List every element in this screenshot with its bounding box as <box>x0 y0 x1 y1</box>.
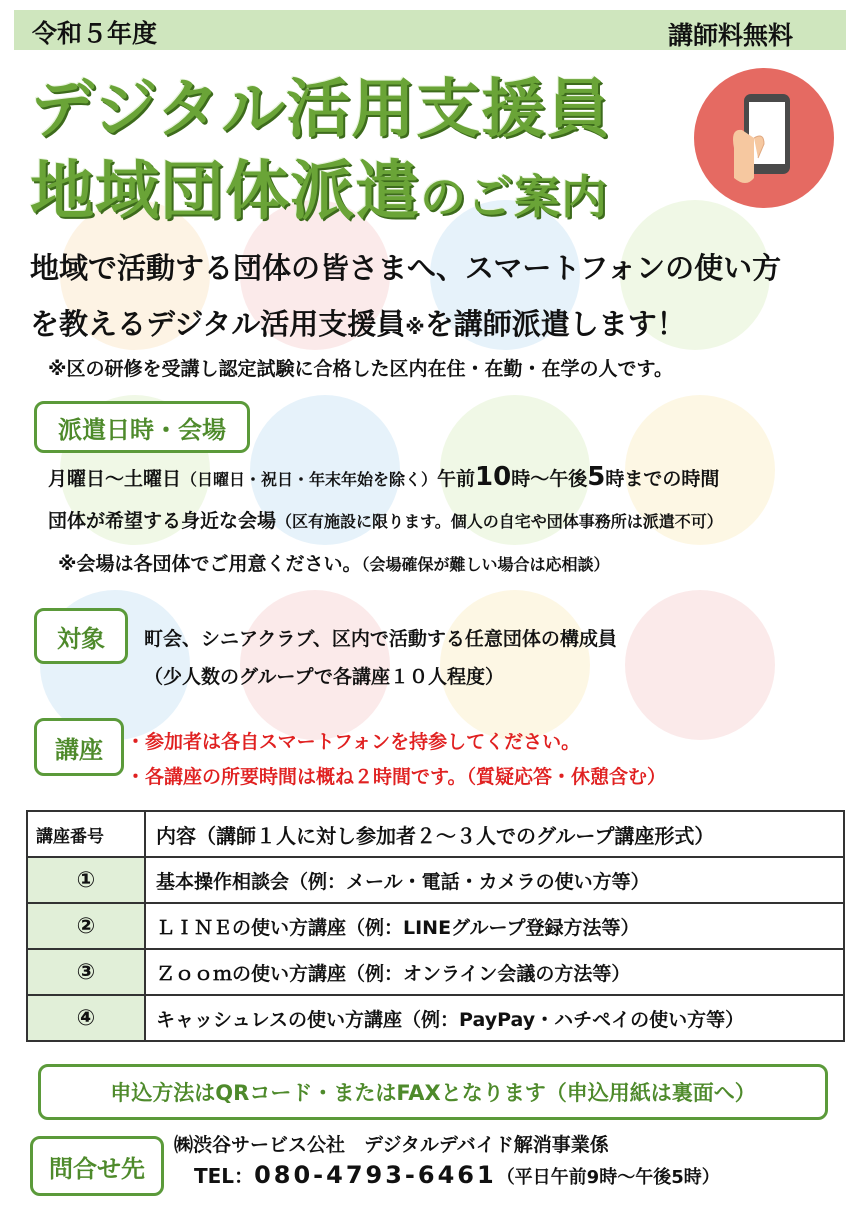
application-method-box: 申込方法はQRコード・またはFAXとなります（申込用紙は裏面へ） <box>38 1064 828 1120</box>
schedule-days: 月曜日～土曜日 <box>48 468 182 490</box>
schedule-am: 午前 <box>437 468 476 490</box>
venue-note-main: ※会場は各団体でご用意ください。 <box>58 553 362 575</box>
table-row <box>27 949 844 995</box>
schedule-end: 5 <box>587 462 606 492</box>
fiscal-year: 令和５年度 <box>32 19 158 48</box>
contact-phone <box>194 1160 720 1189</box>
table-row <box>27 857 844 903</box>
section-label-venue: 派遣日時・会場 <box>34 401 250 453</box>
table-header-content: 内容（講師１人に対し参加者２～３人でのグループ講座形式） <box>145 811 844 857</box>
lead-line-2 <box>30 302 686 343</box>
supporter-note: ※区の研修を受講し認定試験に合格した区内在住・在勤・在学の人です。 <box>48 358 673 380</box>
schedule-start: 10 <box>475 462 512 492</box>
lead-line-2-main: を教えるデジタル活用支援員 <box>30 307 406 341</box>
table-header-row <box>27 811 844 857</box>
venue-place-note: （区有施設に限ります。個人の自宅や団体事務所は派遣不可） <box>276 512 723 531</box>
venue-note <box>58 549 610 576</box>
section-label-course: 講座 <box>34 718 124 776</box>
schedule-text <box>48 462 719 492</box>
venue-note-sub: （会場確保が難しい場合は応相談） <box>361 555 610 574</box>
fee-free-badge: 講師料無料 <box>668 21 794 50</box>
title-line-2-main: 地域団体派遣 <box>30 155 420 229</box>
contact-tel-label: TEL： <box>194 1164 255 1188</box>
lead-line-2-end: を講師派遣します！ <box>424 307 686 341</box>
course-number: ① <box>27 857 145 903</box>
venue-place: 団体が希望する身近な会場 <box>48 510 277 532</box>
background-circle <box>625 590 775 740</box>
course-number: ② <box>27 903 145 949</box>
contact-hours: （平日午前9時～午後5時） <box>496 1167 720 1188</box>
section-label-contact: 問合せ先 <box>30 1136 164 1196</box>
table-row <box>27 903 844 949</box>
title-line-2 <box>30 140 608 232</box>
course-content: キャッシュレスの使い方講座（例：PayPay・ハチペイの使い方等） <box>145 995 844 1041</box>
course-content: 基本操作相談会（例：メール・電話・カメラの使い方等） <box>145 857 844 903</box>
section-label-target: 対象 <box>34 608 128 664</box>
lead-line-1: 地域で活動する団体の皆さまへ、スマートフォンの使い方 <box>30 251 782 285</box>
contact-tel-number: 080-4793-6461 <box>254 1161 497 1189</box>
smartphone-hand-icon <box>694 68 834 208</box>
title-line-2-sub: のご案内 <box>420 170 608 224</box>
target-line-2: （少人数のグループで各講座１０人程度） <box>144 666 505 688</box>
course-note-1: ・参加者は各自スマートフォンを持参してください。 <box>126 731 581 753</box>
venue-text <box>48 506 723 533</box>
course-number: ③ <box>27 949 145 995</box>
course-number: ④ <box>27 995 145 1041</box>
schedule-mid: 時～午後 <box>511 468 588 490</box>
course-table <box>26 810 845 1042</box>
course-note-2: ・各講座の所要時間は概ね２時間です。（質疑応答・休憩含む） <box>126 766 666 788</box>
target-line-1: 町会、シニアクラブ、区内で活動する任意団体の構成員 <box>144 628 617 650</box>
course-content: ＬＩＮＥの使い方講座（例：LINEグループ登録方法等） <box>145 903 844 949</box>
lead-mark: ※ <box>405 315 425 339</box>
title-line-1: デジタル活用支援員 <box>30 73 612 147</box>
table-header-number: 講座番号 <box>27 811 145 857</box>
schedule-days-note: （日曜日・祝日・年末年始を除く） <box>181 470 438 489</box>
contact-organization: ㈱渋谷サービス公社 デジタルデバイド解消事業係 <box>174 1134 609 1156</box>
schedule-tail: 時までの時間 <box>605 468 720 490</box>
course-content: Ｚｏｏｍの使い方講座（例：オンライン会議の方法等） <box>145 949 844 995</box>
table-row <box>27 995 844 1041</box>
